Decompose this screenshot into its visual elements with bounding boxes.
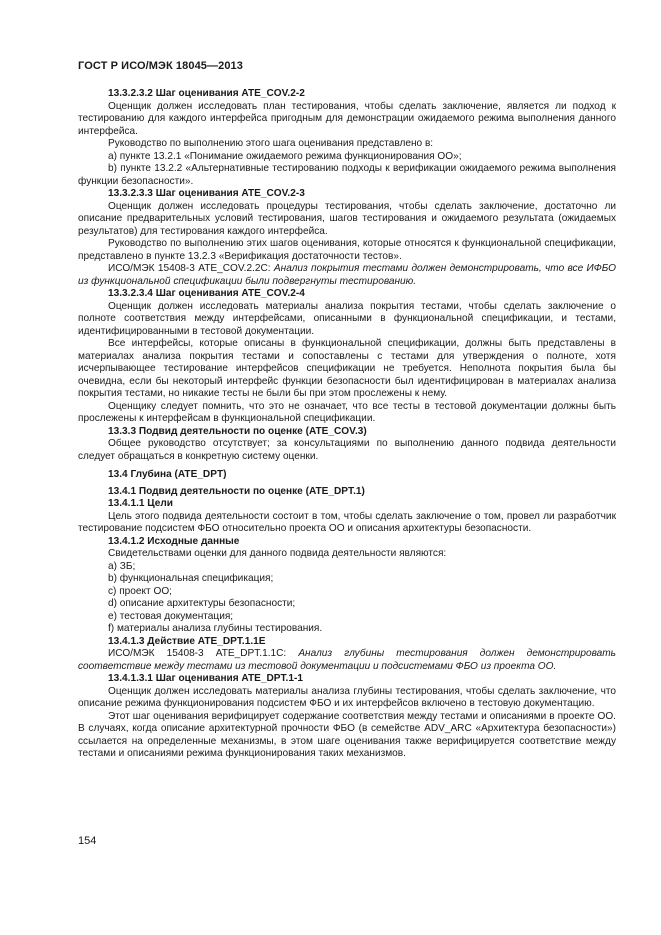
paragraph: Цель этого подвида деятельности состоит в том, чтобы сделать заключение о том, провел ли разработчик тестирование подсистем ФБО относительно проекта ОО и описания архитектуры безопасности. bbox=[78, 510, 616, 534]
requirement-ref: ИСО/МЭК 15408-3 ATE_DPT.1.1C: bbox=[108, 648, 299, 659]
page-header: ГОСТ Р ИСО/МЭК 18045—2013 bbox=[78, 60, 243, 72]
list-item: b) пункте 13.2.2 «Альтернативные тестированию подходы к верификации ожидаемого режима выполнения функции безопасности». bbox=[78, 163, 616, 187]
requirement-text: Анализ глубины тестирования должен демонстрировать соответствие между тестами из тестовой документации и подсистемами ФБО из проекта ОО. bbox=[78, 648, 616, 672]
section-heading: 13.3.2.3.2 Шаг оценивания ATE_COV.2-2 bbox=[108, 88, 305, 99]
list-item: a) ЗБ; bbox=[108, 560, 136, 572]
section-heading: 13.3.2.3.3 Шаг оценивания ATE_COV.2-3 bbox=[108, 188, 305, 199]
requirement-paragraph bbox=[78, 648, 616, 673]
section-heading: 13.4.1.2 Исходные данные bbox=[108, 535, 240, 547]
section-heading: 13.4.1.3 Действие ATE_DPT.1.1E bbox=[108, 635, 266, 647]
list-item: a) пункте 13.2.1 «Понимание ожидаемого режима функционирования ОО»; bbox=[108, 150, 462, 162]
list-item: c) проект ОО; bbox=[108, 585, 172, 597]
page-body bbox=[78, 88, 616, 761]
section-heading: 13.3.2.3.4 Шаг оценивания ATE_COV.2-4 bbox=[108, 288, 305, 299]
page-number: 154 bbox=[78, 835, 97, 847]
requirement-ref: ИСО/МЭК 15408-3 ATE_COV.2.2C: bbox=[108, 263, 274, 274]
list-item: e) тестовая документация; bbox=[108, 610, 234, 622]
section-heading: 13.4.1 Подвид деятельности по оценке (ATE_DPT.1) bbox=[108, 485, 365, 497]
paragraph: Общее руководство отсутствует; за консультациями по выполнению данного подвида деятельности следует обращаться в конкретную систему оценки. bbox=[78, 438, 616, 462]
paragraph: Этот шаг оценивания верифицирует содержание соответствия между тестами и описаниями в проекте ОО. В случаях, когда описание архитектурной прочности ФБО (в семействе ADV_ARC «Архитектура безопасности») ссылается на определенные механизмы, в этом шаге оценивания также верифицируется соответствие между тестами и описаниями режима функционирования таких механизмов. bbox=[78, 710, 616, 759]
paragraph: Руководство по выполнению этих шагов оценивания, которые относятся к функциональной спецификации, представлено в пункте 13.2.3 «Верификация достаточности тестов». bbox=[78, 238, 616, 262]
paragraph: Оценщику следует помнить, что это не означает, что все тесты в тестовой документации должны быть прослежены к интерфейсам в функциональной спецификации. bbox=[78, 400, 616, 424]
section-heading: 13.4.1.1 Цели bbox=[108, 498, 174, 509]
paragraph: Оценщик должен исследовать процедуры тестирования, чтобы сделать заключение, достаточно ли описание предварительных условий тестирования, шагов тестирования и ожидаемого результата (ожидаемых результатов) для тестирования каждого интерфейса. bbox=[78, 200, 616, 237]
section-heading: 13.4.1.3.1 Шаг оценивания ATE_DPT.1-1 bbox=[108, 673, 303, 684]
section-heading: 13.3.3 Подвид деятельности по оценке (ATE_COV.3) bbox=[108, 425, 367, 437]
section-heading: 13.4 Глубина (ATE_DPT) bbox=[108, 469, 227, 480]
requirement-text: Анализ покрытия тестами должен демонстрировать, что все ИФБО из функциональной спецификации были подвергнуты тестированию. bbox=[78, 263, 616, 287]
paragraph: Оценщик должен исследовать план тестирования, чтобы сделать заключение, является ли подход к тестированию для каждого интерфейса пригодным для демонстрации ожидаемого режима выполнения данного интерфейса. bbox=[78, 100, 616, 137]
paragraph: Оценщик должен исследовать материалы анализа глубины тестирования, чтобы сделать заключение, что описание режима функционирования подсистем ФБО и их интерфейсов включено в тестовую документацию. bbox=[78, 685, 616, 709]
paragraph: Все интерфейсы, которые описаны в функциональной спецификации, должны быть представлены в материалах анализа покрытия тестами и сопоставлены с тестами для утверждения о полноте, хотя исчерпывающее тестирование интерфейсов спецификации не требуется. Неполнота покрытия была бы очевидна, если бы некоторый интерфейс функции безопасности был идентифицирован в материалах анализа покрытия тестами, но никакие тесты не были бы при этом прослежены к нему. bbox=[78, 338, 616, 399]
requirement-paragraph bbox=[78, 263, 616, 288]
list-item: b) функциональная спецификация; bbox=[108, 573, 274, 584]
list-item: f) материалы анализа глубины тестирования. bbox=[108, 623, 323, 634]
paragraph: Свидетельствами оценки для данного подвида деятельности являются: bbox=[108, 548, 447, 559]
list-item: d) описание архитектуры безопасности; bbox=[108, 598, 296, 609]
paragraph: Руководство по выполнению этого шага оценивания представлено в: bbox=[108, 138, 434, 149]
paragraph: Оценщик должен исследовать материалы анализа покрытия тестами, чтобы сделать заключение о полноте соответствия между интерфейсами, описанными в функциональной спецификации, и тестами, идентифицированными в тестовой документации. bbox=[78, 300, 616, 337]
